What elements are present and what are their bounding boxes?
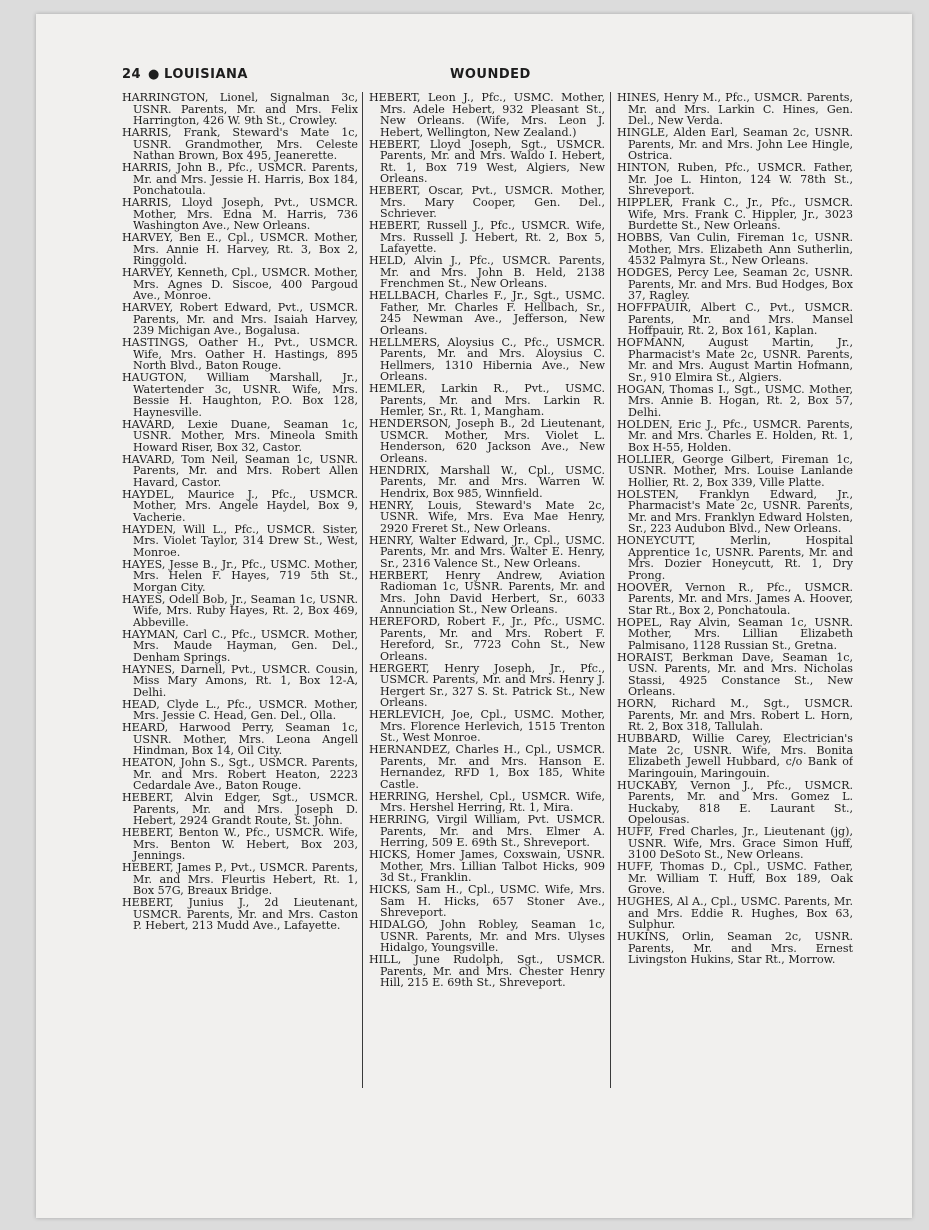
casualty-entry: HARVEY, Kenneth, Cpl., USMCR. Mother, Mrs. Agnes D. Siscoe, 400 Pargoud Ave., Monroe.	[122, 266, 358, 302]
casualty-entry: HEBERT, Oscar, Pvt., USMCR. Mother, Mrs. Mary Cooper, Gen. Del., Schriever.	[369, 184, 605, 220]
casualty-entry: HOLSTEN, Franklyn Edward, Jr., Pharmacist's Mate 2c, USNR. Parents, Mr. and Mrs. Franklyn Edward Holsten, Sr., 223 Audubon Blvd., New Orleans.	[617, 487, 853, 535]
casualty-entry: HINGLE, Alden Earl, Seaman 2c, USNR. Parents, Mr. and Mrs. John Lee Hingle, Ostrica.	[617, 126, 853, 162]
casualty-entry: HENDERSON, Joseph B., 2d Lieutenant, USMCR. Mother, Mrs. Violet L. Henderson, 620 Jackson Ave., New Orleans.	[369, 417, 605, 465]
casualty-entry: HINES, Henry M., Pfc., USMCR. Parents, Mr. and Mrs. Larkin C. Hines, Gen. Del., New Verda.	[617, 92, 853, 127]
casualty-entry: HEMLER, Larkin R., Pvt., USMC. Parents, Mr. and Mrs. Larkin R. Hemler, Sr., Rt. 1, Mangham.	[369, 382, 605, 418]
page-number: 24	[122, 67, 142, 82]
casualty-entry: HAYDEL, Maurice J., Pfc., USMCR. Mother, Mrs. Angele Haydel, Box 9, Vacherie.	[122, 487, 358, 524]
casualty-entry: HEBERT, Benton W., Pfc., USMCR. Wife, Mrs. Benton W. Hebert, Box 203, Jennings.	[122, 826, 358, 862]
casualty-entry: HELLBACH, Charles F., Jr., Sgt., USMC. Father, Mr. Charles F. Hellbach, Sr., 245 Newman Ave., Jefferson, New Orleans.	[369, 289, 605, 337]
casualty-entry: HEBERT, Lloyd Joseph, Sgt., USMCR. Parents, Mr. and Mrs. Waldo I. Hebert, Rt. 1, Box 719 West, Algiers, New Orleans.	[369, 137, 605, 185]
casualty-entry: HERRING, Virgil William, Pvt. USMCR. Parents, Mr. and Mrs. Elmer A. Herring, 509 E. 69th St., Shreveport.	[369, 813, 605, 849]
column-3	[617, 92, 853, 1102]
casualty-entry: HICKS, Homer James, Coxswain, USNR. Mother, Mrs. Lillian Talbot Hicks, 909 3d St., Franklin.	[369, 848, 605, 884]
casualty-entry: HARRIS, John B., Pfc., USMCR. Parents, Mr. and Mrs. Jessie H. Harris, Box 184, Ponchatoula.	[122, 161, 358, 197]
casualty-entry: HAYES, Odell Bob, Jr., Seaman 1c, USNR. Wife, Mrs. Ruby Hayes, Rt. 2, Box 469, Abbeville.	[122, 592, 358, 629]
column-2	[369, 92, 605, 1102]
column-1	[122, 92, 358, 1102]
casualty-entry: HAVARD, Tom Neil, Seaman 1c, USNR. Parents, Mr. and Mrs. Robert Allen Havard, Castor.	[122, 452, 358, 489]
casualty-entry: HAUGTON, William Marshall, Jr., Watertender 3c, USNR. Wife, Mrs. Bessie H. Haughton, P.O. Box 128, Haynesville.	[122, 371, 358, 419]
casualty-entry: HOFMANN, August Martin, Jr., Pharmacist's Mate 2c, USNR. Parents, Mr. and Mrs. August Martin Hofmann, Sr., 910 Elmira St., Algiers.	[617, 336, 853, 384]
casualty-entry: HOOVER, Vernon R., Pfc., USMCR. Parents, Mr. and Mrs. James A. Hoover, Star Rt., Box 2, Ponchatoula.	[617, 580, 853, 617]
casualty-entry: HUFF, Fred Charles, Jr., Lieutenant (jg), USNR. Wife, Mrs. Grace Simon Huff, 3100 DeSoto St., New Orleans.	[617, 825, 853, 861]
column-divider	[362, 92, 363, 1088]
casualty-entry: HENDRIX, Marshall W., Cpl., USMC. Parents, Mr. and Mrs. Warren W. Hendrix, Box 985, Winnfield.	[369, 463, 605, 500]
header-bullet: ●	[148, 67, 160, 82]
column-divider	[610, 92, 611, 1088]
page-header	[122, 67, 852, 87]
casualty-entry: HAYMAN, Carl C., Pfc., USMCR. Mother, Mrs. Maude Hayman, Gen. Del., Denham Springs.	[122, 627, 358, 664]
casualty-entry: HODGES, Percy Lee, Seaman 2c, USNR. Parents, Mr. and Mrs. Bud Hodges, Box 37, Ragley.	[617, 266, 853, 302]
casualty-entry: HERNANDEZ, Charles H., Cpl., USMCR. Parents, Mr. and Mrs. Hanson E. Hernandez, RFD 1, Box 185, White Castle.	[369, 743, 605, 791]
casualty-entry: HELLMERS, Aloysius C., Pfc., USMCR. Parents, Mr. and Mrs. Aloysius C. Hellmers, 1310 Hibernia Ave., New Orleans.	[369, 335, 605, 383]
casualty-entry: HOLLIER, George Gilbert, Fireman 1c, USNR. Mother, Mrs. Louise Lanlande Hollier, Rt. 2, Box 339, Ville Platte.	[617, 452, 853, 489]
casualty-entry: HONEYCUTT, Merlin, Hospital Apprentice 1c, USNR. Parents, Mr. and Mrs. Dozier Honeycutt, Rt. 1, Dry Prong.	[617, 534, 853, 582]
casualty-entry: HERBERT, Henry Andrew, Aviation Radioman 1c, USNR. Parents, Mr. and Mrs. John David Herbert, Sr., 6033 Annunciation St., New Orleans.	[369, 568, 605, 616]
casualty-entry: HEBERT, Junius J., 2d Lieutenant, USMCR. Parents, Mr. and Mrs. Caston P. Hebert, 213 Mudd Ave., Lafayette.	[122, 896, 358, 932]
casualty-entry: HARRIS, Frank, Steward's Mate 1c, USNR. Grandmother, Mrs. Celeste Nathan Brown, Box 495, Jeanerette.	[122, 126, 358, 162]
casualty-entry: HUBBARD, Willie Carey, Electrician's Mate 2c, USNR. Wife, Mrs. Bonita Elizabeth Jewell Hubbard, c/o Bank of Maringouin, Maringouin.	[617, 732, 853, 780]
casualty-entry: HORN, Richard M., Sgt., USMCR. Parents, Mr. and Mrs. Robert L. Horn, Rt. 2, Box 318, Tallulah.	[617, 697, 853, 733]
casualty-entry: HEATON, John S., Sgt., USMCR. Parents, Mr. and Mrs. Robert Heaton, 2223 Cedardale Ave., Baton Rouge.	[122, 756, 358, 792]
section-title: WOUNDED	[450, 67, 531, 82]
casualty-entry: HOGAN, Thomas I., Sgt., USMC. Mother, Mrs. Annie B. Hogan, Rt. 2, Box 57, Delhi.	[617, 382, 853, 419]
casualty-entry: HELD, Alvin J., Pfc., USMCR. Parents, Mr. and Mrs. John B. Held, 2138 Frenchmen St., New Orleans.	[369, 254, 605, 290]
casualty-entry: HUCKABY, Vernon J., Pfc., USMCR. Parents, Mr. and Mrs. Gomez L. Huckaby, 818 E. Laurant St., Opelousas.	[617, 778, 853, 826]
casualty-entry: HIDALGO, John Robley, Seaman 1c, USNR. Parents, Mr. and Mrs. Ulyses Hidalgo, Youngsville.	[369, 918, 605, 954]
casualty-entry: HEBERT, Alvin Edger, Sgt., USMCR. Parents, Mr. and Mrs. Joseph D. Hebert, 2924 Grandt Route, St. John.	[122, 791, 358, 827]
casualty-entry: HARVEY, Ben E., Cpl., USMCR. Mother, Mrs. Annie H. Harvey, Rt. 3, Box 2, Ringgold.	[122, 231, 358, 267]
casualty-entry: HERRING, Hershel, Cpl., USMCR. Wife, Mrs. Hershel Herring, Rt. 1, Mira.	[369, 789, 605, 814]
casualty-entry: HEARD, Harwood Perry, Seaman 1c, USNR. Mother, Mrs. Leona Angell Hindman, Box 14, Oil City.	[122, 721, 358, 757]
casualty-entry: HENRY, Walter Edward, Jr., Cpl., USMC. Parents, Mr. and Mrs. Walter E. Henry, Sr., 2316 Valence St., New Orleans.	[369, 533, 605, 570]
casualty-entry: HOLDEN, Eric J., Pfc., USMCR. Parents, Mr. and Mrs. Charles E. Holden, Rt. 1, Box H-55, Holden.	[617, 417, 853, 454]
casualty-entry: HARRINGTON, Lionel, Signalman 3c, USNR. Parents, Mr. and Mrs. Felix Harrington, 426 W. 9th St., Crowley.	[122, 92, 358, 127]
casualty-entry: HAYNES, Darnell, Pvt., USMCR. Cousin, Miss Mary Amons, Rt. 1, Box 12-A, Delhi.	[122, 662, 358, 699]
casualty-entry: HUFF, Thomas D., Cpl., USMC. Father, Mr. William T. Huff, Box 189, Oak Grove.	[617, 860, 853, 896]
casualty-entry: HUGHES, Al A., Cpl., USMC. Parents, Mr. and Mrs. Eddie R. Hughes, Box 63, Sulphur.	[617, 895, 853, 931]
casualty-entry: HOBBS, Van Culin, Fireman 1c, USNR. Mother, Mrs. Elizabeth Ann Sutherlin, 4532 Palmyra St., New Orleans.	[617, 231, 853, 267]
casualty-entry: HINTON, Ruben, Pfc., USMCR. Father, Mr. Joe L. Hinton, 124 W. 78th St., Shreveport.	[617, 161, 853, 197]
casualty-entry: HEBERT, Leon J., Pfc., USMC. Mother, Mrs. Adele Hebert, 932 Pleasant St., New Orleans. (Wife, Mrs. Leon J. Hebert, Wellington, New Zealand.)	[369, 92, 605, 139]
casualty-entry: HEBERT, Russell J., Pfc., USMCR. Wife, Mrs. Russell J. Hebert, Rt. 2, Box 5, Lafayette.	[369, 219, 605, 255]
casualty-entry: HORAIST, Berkman Dave, Seaman 1c, USN. Parents, Mr. and Mrs. Nicholas Stassi, 4925 Constance St., New Orleans.	[617, 650, 853, 698]
casualty-entry: HARVEY, Robert Edward, Pvt., USMCR. Parents, Mr. and Mrs. Isaiah Harvey, 239 Michigan Ave., Bogalusa.	[122, 301, 358, 337]
state-title: LOUISIANA	[164, 67, 248, 82]
casualty-entry: HERGERT, Henry Joseph, Jr., Pfc., USMCR. Parents, Mr. and Mrs. Henry J. Hergert Sr., 327 S. St. Patrick St., New Orleans.	[369, 661, 605, 709]
casualty-entry: HILL, June Rudolph, Sgt., USMCR. Parents, Mr. and Mrs. Chester Henry Hill, 215 E. 69th St., Shreveport.	[369, 953, 605, 989]
casualty-entry: HOPEL, Ray Alvin, Seaman 1c, USNR. Mother, Mrs. Lillian Elizabeth Palmisano, 1128 Russian St., Gretna.	[617, 615, 853, 652]
casualty-entry: HOFFPAUIR, Albert C., Pvt., USMCR. Parents, Mr. and Mrs. Mansel Hoffpauir, Rt. 2, Box 161, Kaplan.	[617, 301, 853, 337]
casualty-entry: HEREFORD, Robert F., Jr., Pfc., USMC. Parents, Mr. and Mrs. Robert F. Hereford, Sr., 7723 Cohn St., New Orleans.	[369, 615, 605, 663]
casualty-entry: HUKINS, Orlin, Seaman 2c, USNR. Parents, Mr. and Mrs. Ernest Livingston Hukins, Star Rt., Morrow.	[617, 930, 853, 966]
casualty-entry: HENRY, Louis, Steward's Mate 2c, USNR. Wife, Mrs. Eva Mae Henry, 2920 Freret St., New Orleans.	[369, 498, 605, 535]
casualty-entry: HAYES, Jesse B., Jr., Pfc., USMC. Mother, Mrs. Helen F. Hayes, 719 5th St., Morgan City.	[122, 557, 358, 594]
casualty-entry: HAVARD, Lexie Duane, Seaman 1c, USNR. Mother, Mrs. Mineola Smith Howard Riser, Box 32, Castor.	[122, 417, 358, 454]
casualty-entry: HEBERT, James P., Pvt., USMCR. Parents, Mr. and Mrs. Fleurtis Hebert, Rt. 1, Box 57G, Breaux Bridge.	[122, 861, 358, 897]
casualty-entry: HERLEVICH, Joe, Cpl., USMC. Mother, Mrs. Florence Herlevich, 1515 Trenton St., West Monroe.	[369, 708, 605, 744]
casualty-entry: HICKS, Sam H., Cpl., USMC. Wife, Mrs. Sam H. Hicks, 657 Stoner Ave., Shreveport.	[369, 883, 605, 919]
casualty-entry: HEAD, Clyde L., Pfc., USMCR. Mother, Mrs. Jessie C. Head, Gen. Del., Olla.	[122, 697, 358, 722]
casualty-entry: HAYDEN, Will L., Pfc., USMCR. Sister, Mrs. Violet Taylor, 314 Drew St., West, Monroe.	[122, 522, 358, 559]
casualty-entry: HARRIS, Lloyd Joseph, Pvt., USMCR. Mother, Mrs. Edna M. Harris, 736 Washington Ave., New Orleans.	[122, 196, 358, 232]
casualty-entry: HASTINGS, Oather H., Pvt., USMCR. Wife, Mrs. Oather H. Hastings, 895 North Blvd., Baton Rouge.	[122, 336, 358, 372]
casualty-entry: HIPPLER, Frank C., Jr., Pfc., USMCR. Wife, Mrs. Frank C. Hippler, Jr., 3023 Burdette St., New Orleans.	[617, 196, 853, 232]
